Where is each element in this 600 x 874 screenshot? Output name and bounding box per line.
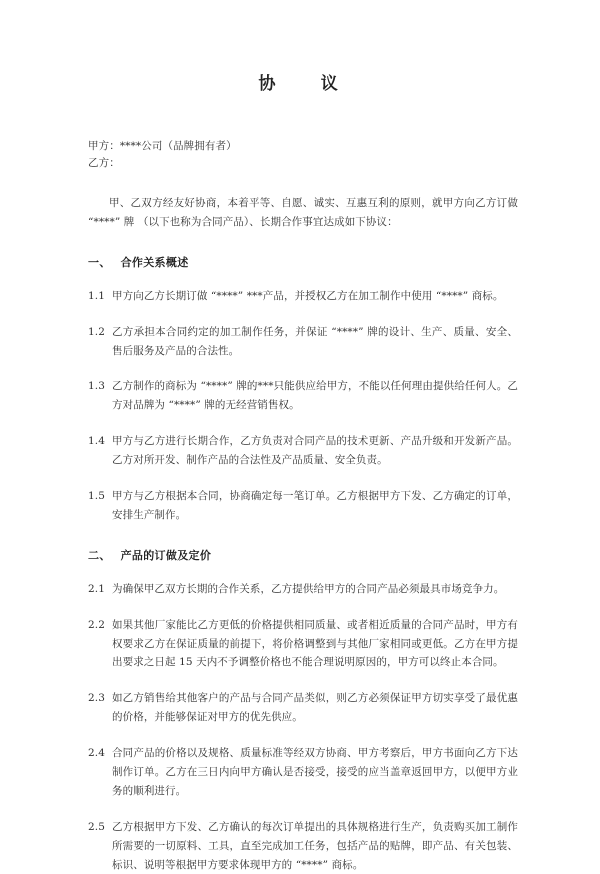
- clause-text: 为确保甲乙双方长期的合作关系，乙方提供给甲方的合同产品必须最具市场竞争力。: [112, 582, 505, 595]
- clause-number: 1.1: [88, 289, 106, 302]
- clause-1-2: [88, 323, 518, 361]
- clause-number: 1.3: [88, 380, 106, 393]
- clause-text: 如果其他厂家能比乙方更低的价格提供相同质量、或者相近质量的合同产品时，甲方有权要求乙方在保证质量的前提下，将价格调整到与其他厂家相同或更低。乙方在甲方提出要求之日起 15 天内不予调整价格也不能合理说明原因的，甲方可以终止本合同。: [112, 618, 518, 669]
- clause-text: 乙方制作的商标为 “****” 牌的***只能供应给甲方，不能以任何理由提供给任何人。乙方对品牌为 “****” 牌的无经营销售权。: [112, 380, 518, 412]
- party-a-line: 甲方：****公司（品牌拥有者）: [88, 140, 237, 153]
- clause-number: 1.4: [88, 435, 106, 448]
- clause-text: 如乙方销售给其他客户的产品与合同产品类似，则乙方必须保证甲方切实享受了最优惠的价格，并能够保证对甲方的优先供应。: [112, 692, 518, 724]
- page-title: 协 议: [258, 74, 342, 94]
- section-heading-1: [88, 254, 518, 270]
- clause-text: 甲方与乙方根据本合同，协商确定每一笔订单。乙方根据甲方下发、乙方确定的订单，安排生产制作。: [112, 490, 518, 521]
- clause-1-3: [88, 377, 518, 415]
- clause-2-4: [88, 744, 518, 801]
- clause-text: 合同产品的价格以及规格、质量标准等经双方协商、甲方考察后，甲方书面向乙方下达制作订单。乙方在三日内向甲方确认是否接受，接受的应当盖章返回甲方，以便甲方业务的顺利进行。: [112, 747, 518, 797]
- section-title-1: 合作关系概述: [120, 255, 189, 269]
- clause-2-3: [88, 689, 518, 727]
- document-body: [88, 138, 518, 874]
- party-b-line: 乙方：: [88, 157, 120, 170]
- clause-2-5: [88, 818, 518, 874]
- clause-1-4: [88, 432, 518, 470]
- clause-number: 2.1: [88, 582, 106, 595]
- clause-number: 2.5: [88, 820, 106, 833]
- clause-number: 1.2: [88, 325, 106, 338]
- section-heading-2: [88, 547, 518, 563]
- section-title-2: 产品的订做及定价: [120, 548, 212, 562]
- clause-number: 2.4: [88, 747, 106, 760]
- clause-text: 甲方向乙方长期订做 “****” ***产品，并授权乙方在加工制作中使用 “****” 商标。: [112, 289, 504, 302]
- clause-2-2: [88, 616, 518, 673]
- clause-1-5: [88, 487, 518, 525]
- section-number-2: 二、: [88, 548, 111, 562]
- clause-text: 乙方承担本合同约定的加工制作任务，并保证 “****” 牌的设计、生产、质量、安全、售后服务及产品的合法性。: [112, 325, 518, 357]
- clause-2-1: [88, 580, 518, 599]
- section-number-1: 一、: [88, 255, 111, 269]
- clause-text: 甲方与乙方进行长期合作，乙方负责对合同产品的技术更新、产品升级和开发新产品。乙方对所开发、制作产品的合法性及产品质量、安全负责。: [112, 435, 518, 467]
- clause-number: 1.5: [88, 490, 106, 502]
- clause-number: 2.2: [88, 618, 106, 631]
- clause-number: 2.3: [88, 692, 106, 705]
- clause-text: 乙方根据甲方下发、乙方确认的每次订单提出的具体规格进行生产，负责购买加工制作所需要的一切原料、工具，直至完成加工任务，包括产品的贴牌，即产品、有关包装、标识、说明等根据甲方要求体现甲方的 “****” 商标。: [112, 820, 518, 871]
- preamble-paragraph: 甲、乙双方经友好协商，本着平等、自愿、诚实、互惠互利的原则，就甲方向乙方订做 “****” 牌 （以下也称为合同产品）、长期合作事宜达成如下协议：: [88, 197, 518, 229]
- parties-block: [88, 138, 518, 172]
- clause-1-1: [88, 287, 518, 306]
